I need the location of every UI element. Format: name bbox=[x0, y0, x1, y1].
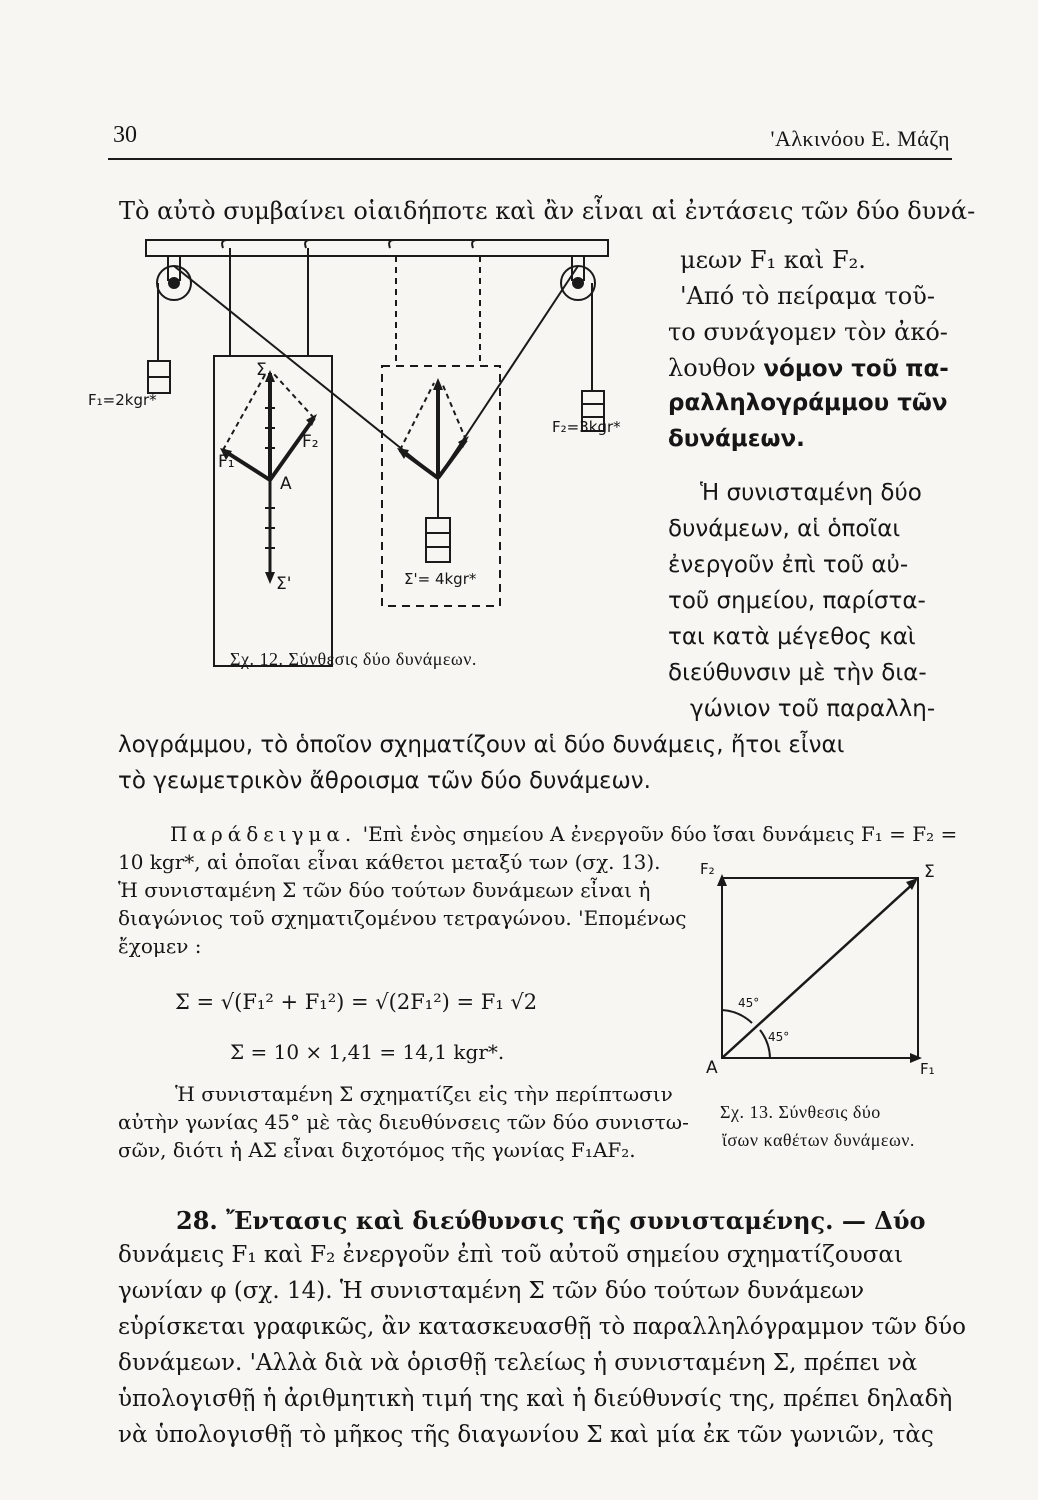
law-line-7: γώνιον τοῦ παραλλη- bbox=[690, 696, 936, 722]
law-line-5: ται κατὰ μέγεθος καὶ bbox=[668, 624, 916, 650]
fig12-caption: Σχ. 12. Σύνθεσις δύο δυνάμεων. bbox=[230, 649, 477, 669]
section-28-line-1: δυνάμεις F₁ καὶ F₂ ἐνεργοῦν ἐπὶ τοῦ αὐτοῦ σημείου σχηματίζουσαι bbox=[118, 1242, 903, 1268]
fig13-angle-2: 45° bbox=[768, 1030, 790, 1044]
fig12-weight-middle: Σ'= 4kgr* bbox=[404, 570, 477, 588]
right-line-4-plain: λουθον bbox=[668, 354, 764, 382]
section-28-line-6: νὰ ὑπολογισθῇ τὸ μῆκος τῆς διαγωνίου Σ καὶ μία ἐκ τῶν γωνιῶν, τὰς bbox=[118, 1422, 934, 1448]
page-number: 30 bbox=[113, 122, 137, 148]
law-title-part1: νόμον τοῦ πα- bbox=[763, 356, 949, 382]
fig12-label-f2: F₂ bbox=[302, 432, 319, 452]
fig13-label-f2: F₂ bbox=[700, 860, 715, 878]
fig12-weight-left: F₁=2kgr* bbox=[88, 391, 157, 409]
example-line-6: Ἡ συνισταμένη Σ σχηματίζει εἰς τὴν περίπτωσιν bbox=[175, 1082, 673, 1106]
formula-2: Σ = 10 × 1,41 = 14,1 kgr*. bbox=[230, 1040, 505, 1064]
section-28-line-3: εὑρίσκεται γραφικῶς, ἂν κατασκευασθῇ τὸ παραλληλόγραμμον τῶν δύο bbox=[118, 1314, 966, 1340]
right-line-3: το συνάγομεν τὸν ἀκό- bbox=[668, 318, 948, 346]
intro-line: Τὸ αὐτὸ συμβαίνει οἱαιδήποτε καὶ ἂν εἶναι αἱ ἐντάσεις τῶν δύο δυνά- bbox=[119, 197, 976, 225]
fig12-weight-right: F₂=3kgr* bbox=[552, 418, 621, 436]
right-line-4 bbox=[668, 354, 949, 382]
fig13-label-f1: F₁ bbox=[920, 1060, 935, 1078]
fig13-label-a: A bbox=[706, 1058, 718, 1078]
support-bar bbox=[146, 240, 608, 256]
example-line-1-rest: 'Επὶ ἑνὸς σημείου Α ἐνεργοῦν δύο ἴσαι δυνάμεις F₁ = F₂ = bbox=[362, 822, 958, 846]
right-line-2: 'Από τὸ πείραμα τοῦ- bbox=[680, 282, 935, 310]
example-line-1 bbox=[170, 822, 957, 846]
example-heading: Παράδειγμα. bbox=[170, 822, 357, 846]
right-line-1: μεων F₁ καὶ F₂. bbox=[680, 246, 866, 274]
law-line-1: Ἡ συνισταμένη δύο bbox=[700, 480, 922, 506]
fig12-label-f1: F₁ bbox=[218, 452, 235, 472]
section-28-line-4: δυνάμεων. 'Αλλὰ διὰ νὰ ὁρισθῇ τελείως ἡ συνισταμένη Σ, πρέπει νὰ bbox=[118, 1350, 918, 1376]
example-line-5: ἔχομεν : bbox=[118, 934, 202, 958]
fig12-label-a: A bbox=[280, 474, 292, 494]
fig13-caption-2: ἴσων καθέτων δυνάμεων. bbox=[722, 1130, 915, 1150]
example-line-8: σῶν, διότι ἡ ΑΣ εἶναι διχοτόμος τῆς γωνίας F₁AF₂. bbox=[118, 1138, 636, 1162]
header-rule bbox=[108, 158, 952, 160]
figure-13 bbox=[700, 860, 960, 1080]
section-28-title: 28. Ἔντασις καὶ διεύθυνσις τῆς συνισταμένης. — Δύο bbox=[176, 1206, 926, 1235]
running-title: 'Αλκινόου Ε. Μάζη bbox=[770, 126, 950, 151]
section-28-line-5: ὑπολογισθῇ ἡ ἀριθμητικὴ τιμή της καὶ ἡ διεύθυνσίς της, πρέπει δηλαδὴ bbox=[118, 1386, 953, 1412]
fig13-caption-1: Σχ. 13. Σύνθεσις δύο bbox=[720, 1102, 881, 1122]
fig12-label-sigma-prime: Σ' bbox=[276, 574, 292, 594]
example-line-3: Ἡ συνισταμένη Σ τῶν δύο τούτων δυνάμεων εἶναι ἡ bbox=[118, 878, 651, 902]
formula-1: Σ = √(F₁² + F₁²) = √(2F₁²) = F₁ √2 bbox=[175, 990, 538, 1014]
figure-12 bbox=[108, 228, 668, 678]
law-line-9: τὸ γεωμετρικὸν ἄθροισμα τῶν δύο δυνάμεων. bbox=[118, 768, 651, 794]
example-line-4: διαγώνιος τοῦ σχηματιζομένου τετραγώνου. 'Επομένως bbox=[118, 906, 687, 930]
law-line-8: λογράμμου, τὸ ὁποῖον σχηματίζουν αἱ δύο δυνάμεις, ἤτοι εἶναι bbox=[118, 732, 845, 758]
law-line-4: τοῦ σημείου, παρίστα- bbox=[668, 588, 926, 614]
law-line-2: δυνάμεων, αἱ ὁποῖαι bbox=[668, 516, 901, 542]
example-line-7: αὐτὴν γωνίας 45° μὲ τὰς διευθύνσεις τῶν δύο συνιστω- bbox=[118, 1110, 689, 1134]
example-line-2: 10 kgr*, αἱ ὁποῖαι εἶναι κάθετοι μεταξύ των (σχ. 13). bbox=[118, 850, 661, 874]
law-title-part3: δυνάμεων. bbox=[668, 426, 805, 452]
fig12-label-sigma: Σ bbox=[256, 360, 267, 380]
law-line-6: διεύθυνσιν μὲ τὴν δια- bbox=[668, 660, 927, 686]
law-title-part2: ραλληλογράμμου τῶν bbox=[668, 390, 948, 416]
section-28-line-2: γωνίαν φ (σχ. 14). Ἡ συνισταμένη Σ τῶν δύο τούτων δυνάμεων bbox=[118, 1278, 865, 1304]
fig13-label-sigma: Σ bbox=[924, 862, 935, 882]
fig13-angle-1: 45° bbox=[738, 996, 760, 1010]
law-line-3: ἐνεργοῦν ἐπὶ τοῦ αὐ- bbox=[668, 552, 909, 578]
